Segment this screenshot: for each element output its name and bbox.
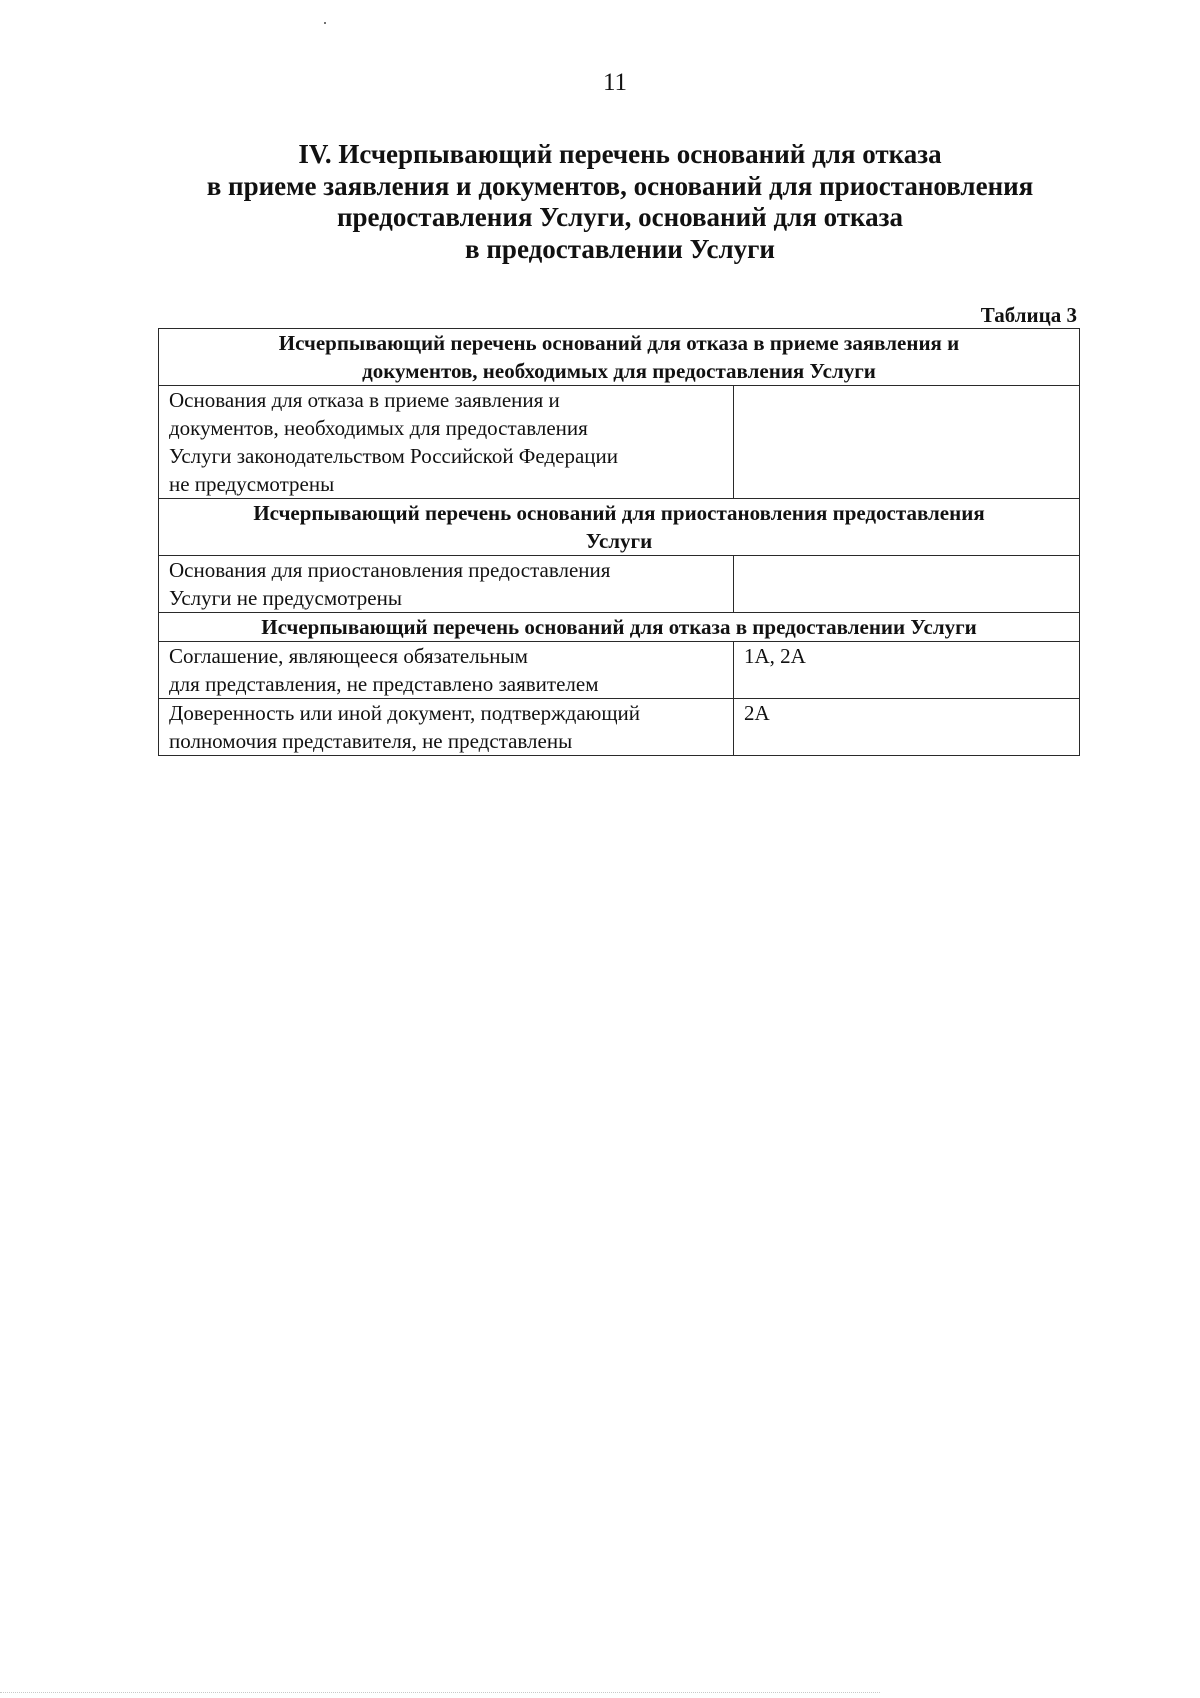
reason-cell: [159, 642, 734, 699]
grounds-table: [158, 328, 1080, 756]
reason-cell: [159, 556, 734, 613]
codes-cell: 2А: [734, 699, 1080, 756]
table-row: [159, 642, 1080, 699]
section-title: [140, 139, 1100, 265]
header-line: Услуги: [585, 529, 653, 553]
table-row: [159, 699, 1080, 756]
codes-cell: [734, 386, 1080, 499]
page-number: 11: [602, 69, 628, 96]
section-title-line: IV. Исчерпывающий перечень оснований для отказа: [298, 139, 942, 169]
header-line: Исчерпывающий перечень оснований для отказа в приеме заявления и: [278, 331, 960, 355]
header-line: Исчерпывающий перечень оснований для отказа в предоставлении Услуги: [261, 615, 977, 639]
codes-cell: [734, 556, 1080, 613]
section-2-header: [159, 499, 1080, 556]
section-1-header: [159, 329, 1080, 386]
reason-line: Соглашение, являющееся обязательным: [169, 644, 528, 668]
section-3-header: [159, 613, 1080, 642]
table-row: [159, 556, 1080, 613]
reason-line: полномочия представителя, не представлены: [169, 729, 573, 753]
scan-speck: [324, 22, 326, 24]
reason-line: Услуги законодательством Российской Федерации: [169, 444, 618, 468]
table-row: [159, 386, 1080, 499]
reason-cell: [159, 699, 734, 756]
header-line: документов, необходимых для предоставления Услуги: [362, 359, 876, 383]
section-title-line: в предоставлении Услуги: [465, 233, 775, 264]
header-line: Исчерпывающий перечень оснований для приостановления предоставления: [253, 501, 985, 525]
table-section-header-row: [159, 613, 1080, 642]
reason-line: Доверенность или иной документ, подтверждающий: [169, 701, 640, 725]
reason-line: Услуги не предусмотрены: [169, 586, 402, 610]
reason-line: Основания для отказа в приеме заявления и: [169, 388, 560, 412]
table-section-header-row: [159, 329, 1080, 386]
reason-cell: [159, 386, 734, 499]
section-title-line: в приеме заявления и документов, оснований для приостановления: [206, 170, 1034, 201]
reason-line: документов, необходимых для предоставления: [169, 416, 588, 440]
scan-edge-line: [0, 1692, 880, 1693]
reason-line: не предусмотрены: [169, 472, 335, 496]
reason-line: для представления, не представлено заявителем: [169, 672, 599, 696]
reason-line: Основания для приостановления предоставления: [169, 558, 611, 582]
table-caption: Таблица 3: [980, 303, 1077, 327]
section-title-line: предоставления Услуги, оснований для отказа: [336, 202, 904, 232]
table-section-header-row: [159, 499, 1080, 556]
codes-cell: 1А, 2А: [734, 642, 1080, 699]
